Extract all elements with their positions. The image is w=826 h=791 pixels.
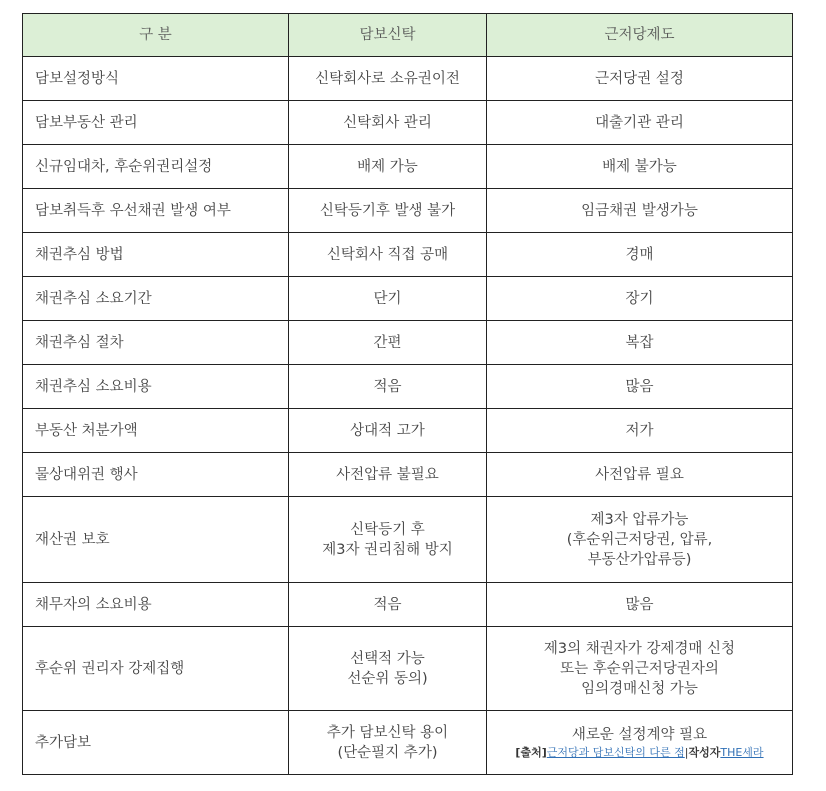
mortgage-cell xyxy=(487,277,793,321)
header-category: 구 분 xyxy=(23,14,289,57)
cell-line: 사전압류 불필요 xyxy=(336,466,439,483)
source-label: [출처] xyxy=(515,745,547,759)
row-label xyxy=(23,145,289,189)
collateral-trust-cell xyxy=(289,189,487,233)
cell-line: 부동산가압류등) xyxy=(587,551,692,568)
author-label: 작성자 xyxy=(688,745,721,759)
cell-line: (후순위근저당권, 압류, xyxy=(566,531,713,548)
cell-line: 장기 xyxy=(625,290,654,307)
cell-line: (단순필지 추가) xyxy=(337,744,438,761)
mortgage-cell xyxy=(487,583,793,627)
table-row xyxy=(23,365,793,409)
header-collateral-trust: 담보신탁 xyxy=(289,14,487,57)
table-row xyxy=(23,497,793,583)
table-row xyxy=(23,277,793,321)
cell-line: 대출기관 관리 xyxy=(595,114,684,131)
cell-line: 제3자 압류가능 xyxy=(590,511,689,528)
table-row xyxy=(23,409,793,453)
cell-line: 단기 xyxy=(373,290,402,307)
cell-line: 선택적 가능 xyxy=(350,650,425,667)
mortgage-cell xyxy=(487,145,793,189)
cell-line: 새로운 설정계약 필요 xyxy=(571,726,708,743)
table-header-row xyxy=(23,14,793,57)
row-label-text: 재산권 보호 xyxy=(35,531,110,548)
row-label xyxy=(23,711,289,775)
mortgage-cell xyxy=(487,627,793,711)
collateral-trust-cell xyxy=(289,409,487,453)
cell-line: 신탁회사로 소유권이전 xyxy=(315,70,460,87)
table-row xyxy=(23,233,793,277)
cell-line: 상대적 고가 xyxy=(350,422,425,439)
cell-line: 제3자 권리침해 방지 xyxy=(322,541,453,558)
mortgage-cell xyxy=(487,365,793,409)
row-label-text: 담보부동산 관리 xyxy=(35,114,138,131)
mortgage-cell xyxy=(487,321,793,365)
collateral-trust-cell xyxy=(289,497,487,583)
cell-line: 복잡 xyxy=(625,334,654,351)
row-label-text: 부동산 처분가액 xyxy=(35,422,138,439)
row-label xyxy=(23,277,289,321)
cell-line: 배제 가능 xyxy=(357,158,418,175)
cell-line: 또는 후순위근저당권자의 xyxy=(560,660,719,677)
cell-line: 신탁등기후 발생 불가 xyxy=(319,202,456,219)
row-label-text: 채권추심 방법 xyxy=(35,246,124,263)
comparison-table xyxy=(22,13,793,775)
collateral-trust-cell xyxy=(289,233,487,277)
cell-line: 임금채권 발생가능 xyxy=(581,202,698,219)
row-label-text: 담보설정방식 xyxy=(35,70,120,87)
source-citation xyxy=(487,745,792,761)
table-row xyxy=(23,145,793,189)
row-label xyxy=(23,365,289,409)
header-mortgage-system: 근저당제도 xyxy=(487,14,793,57)
cell-line: 선순위 동의) xyxy=(347,670,428,687)
mortgage-cell xyxy=(487,57,793,101)
mortgage-cell xyxy=(487,233,793,277)
cell-line: 간편 xyxy=(373,334,402,351)
row-label-text: 채권추심 절차 xyxy=(35,334,124,351)
row-label xyxy=(23,101,289,145)
cell-line: 신탁회사 직접 공매 xyxy=(326,246,449,263)
row-label-text: 신규임대차, 후순위권리설정 xyxy=(35,158,213,175)
row-label-text: 채권추심 소요기간 xyxy=(35,290,152,307)
row-label xyxy=(23,583,289,627)
collateral-trust-cell xyxy=(289,365,487,409)
table-row xyxy=(23,453,793,497)
mortgage-cell xyxy=(487,711,793,775)
collateral-trust-cell xyxy=(289,711,487,775)
table-row xyxy=(23,321,793,365)
cell-line: 경매 xyxy=(625,246,654,263)
collateral-trust-cell xyxy=(289,627,487,711)
table-row xyxy=(23,57,793,101)
collateral-trust-cell xyxy=(289,583,487,627)
source-link[interactable]: 근저당과 담보신탁의 다른 점 xyxy=(546,745,685,759)
row-label xyxy=(23,453,289,497)
row-label xyxy=(23,627,289,711)
row-label xyxy=(23,233,289,277)
cell-line: 추가 담보신탁 용이 xyxy=(326,724,449,741)
row-label-text: 후순위 권리자 강제집행 xyxy=(35,660,185,677)
collateral-trust-cell xyxy=(289,101,487,145)
row-label-text: 채권추심 소요비용 xyxy=(35,378,152,395)
cell-line: 배제 불가능 xyxy=(602,158,677,175)
mortgage-cell xyxy=(487,409,793,453)
row-label xyxy=(23,189,289,233)
cell-line: 신탁회사 관리 xyxy=(343,114,432,131)
cell-line: 저가 xyxy=(625,422,654,439)
cell-line: 임의경매신청 가능 xyxy=(581,680,698,697)
author-link[interactable]: THE세라 xyxy=(720,745,764,759)
cell-line: 많음 xyxy=(625,596,654,613)
row-label xyxy=(23,57,289,101)
row-label-text: 추가담보 xyxy=(35,734,92,751)
table-row xyxy=(23,101,793,145)
cell-line: 적음 xyxy=(373,596,402,613)
cell-line: 신탁등기 후 xyxy=(350,521,425,538)
row-label-text: 채무자의 소요비용 xyxy=(35,596,152,613)
cell-line: 근저당권 설정 xyxy=(595,70,684,87)
table-row xyxy=(23,189,793,233)
row-label-text: 담보취득후 우선채권 발생 여부 xyxy=(35,202,231,219)
collateral-trust-cell xyxy=(289,57,487,101)
row-label xyxy=(23,497,289,583)
mortgage-cell xyxy=(487,101,793,145)
row-label xyxy=(23,321,289,365)
cell-line: 많음 xyxy=(625,378,654,395)
source-separator: | xyxy=(684,745,689,759)
cell-line: 사전압류 필요 xyxy=(595,466,684,483)
table-row xyxy=(23,627,793,711)
mortgage-cell xyxy=(487,453,793,497)
row-label-text: 물상대위권 행사 xyxy=(35,466,138,483)
collateral-trust-cell xyxy=(289,277,487,321)
row-label xyxy=(23,409,289,453)
cell-line: 제3의 채권자가 강제경매 신청 xyxy=(543,640,736,657)
mortgage-cell xyxy=(487,497,793,583)
collateral-trust-cell xyxy=(289,145,487,189)
mortgage-cell xyxy=(487,189,793,233)
collateral-trust-cell xyxy=(289,321,487,365)
table-row xyxy=(23,711,793,775)
table-row xyxy=(23,583,793,627)
cell-line: 적음 xyxy=(373,378,402,395)
collateral-trust-cell xyxy=(289,453,487,497)
